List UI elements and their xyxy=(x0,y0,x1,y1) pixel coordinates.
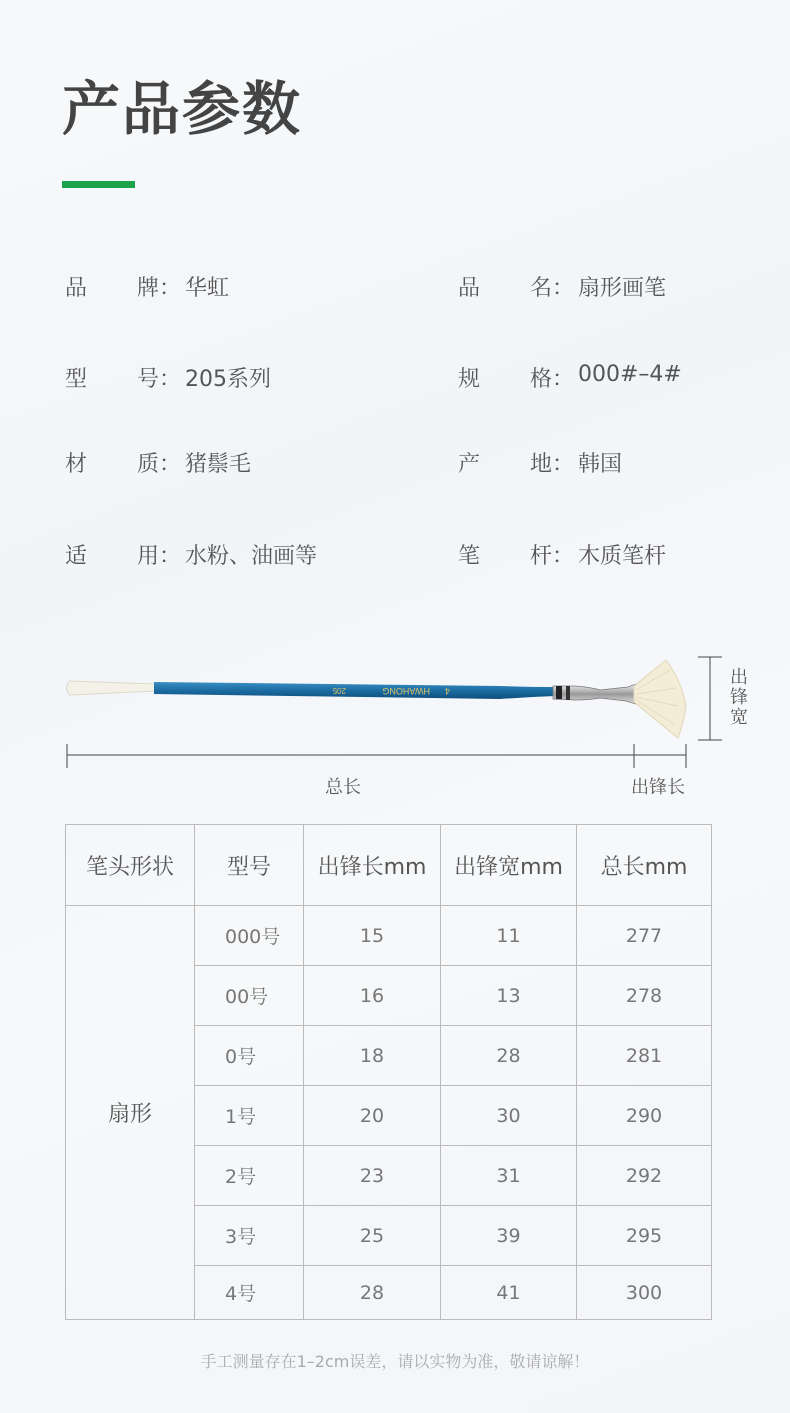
brush-handle xyxy=(154,682,555,699)
ferrule-band xyxy=(566,686,570,700)
spec-value: 华虹 xyxy=(185,276,230,301)
spec-key: 笔 xyxy=(458,544,481,569)
spec-key: 号： xyxy=(137,367,182,392)
spec-value: 猪鬃毛 xyxy=(185,452,252,477)
spec-value: 木质笔杆 xyxy=(578,544,667,569)
tip-width-cell: 11 xyxy=(441,906,577,966)
tip-length-cell: 15 xyxy=(304,906,441,966)
total-length-cell: 277 xyxy=(577,906,712,966)
spec-value: 000#–4# xyxy=(578,362,682,387)
total-length-cell: 290 xyxy=(577,1086,712,1146)
model-cell: 00号 xyxy=(195,966,304,1026)
tip-length-cell: 25 xyxy=(304,1206,441,1266)
spec-key: 材 xyxy=(65,452,88,477)
tip-width-label: 出锋宽 xyxy=(730,667,748,728)
total-length-cell: 278 xyxy=(577,966,712,1026)
total-length-cell: 300 xyxy=(577,1266,712,1320)
model-cell: 1号 xyxy=(195,1086,304,1146)
total-length-label: 总长 xyxy=(325,777,361,798)
model-cell: 000号 xyxy=(195,906,304,966)
tip-length-cell: 16 xyxy=(304,966,441,1026)
page-title: 产品参数 xyxy=(62,75,303,143)
model-cell: 0号 xyxy=(195,1026,304,1086)
tip-width-cell: 31 xyxy=(441,1146,577,1206)
spec-value: 扇形画笔 xyxy=(578,276,667,301)
model-cell: 4号 xyxy=(195,1266,304,1320)
spec-value: 水粉、油画等 xyxy=(185,544,318,569)
column-header: 笔头形状 xyxy=(66,825,195,906)
table-header-row xyxy=(66,825,712,906)
tip-length-label: 出锋长 xyxy=(631,777,685,798)
spec-key: 品 xyxy=(458,276,481,301)
spec-key: 名： xyxy=(530,276,575,301)
handle-end-cap xyxy=(67,681,157,695)
column-header: 型号 xyxy=(195,825,304,906)
handle-number-text: 4 xyxy=(444,686,450,696)
spec-key: 规 xyxy=(458,367,481,392)
column-header: 总长mm xyxy=(577,825,712,906)
tip-width-cell: 28 xyxy=(441,1026,577,1086)
spec-key: 质： xyxy=(137,452,182,477)
fan-bristles xyxy=(634,660,686,738)
spec-key: 适 xyxy=(65,544,88,569)
spec-list xyxy=(0,0,790,600)
spec-key: 用： xyxy=(137,544,182,569)
size-table xyxy=(65,824,712,1320)
measurement-disclaimer: 手工测量存在1–2cm误差，请以实物为准，敬请谅解！ xyxy=(200,1352,590,1371)
brush-ferrule xyxy=(553,684,636,704)
spec-value: 205系列 xyxy=(185,367,271,392)
spec-value: 韩国 xyxy=(578,452,623,477)
spec-key: 型 xyxy=(65,367,88,392)
spec-key: 格： xyxy=(530,367,575,392)
model-cell: 2号 xyxy=(195,1146,304,1206)
column-header: 出锋宽mm xyxy=(441,825,577,906)
column-header: 出锋长mm xyxy=(304,825,441,906)
spec-key: 杆： xyxy=(530,544,575,569)
handle-brand-text: HWAHONG xyxy=(382,686,430,696)
shape-cell: 扇形 xyxy=(66,906,195,1320)
tip-length-cell: 18 xyxy=(304,1026,441,1086)
table-row xyxy=(66,906,712,966)
tip-width-cell: 13 xyxy=(441,966,577,1026)
total-length-cell: 295 xyxy=(577,1206,712,1266)
handle-series-text: 205 xyxy=(332,686,346,695)
tip-width-cell: 30 xyxy=(441,1086,577,1146)
spec-key: 地： xyxy=(530,452,575,477)
tip-width-cell: 39 xyxy=(441,1206,577,1266)
spec-key: 产 xyxy=(458,452,481,477)
tip-length-cell: 23 xyxy=(304,1146,441,1206)
tip-length-cell: 28 xyxy=(304,1266,441,1320)
model-cell: 3号 xyxy=(195,1206,304,1266)
tip-width-cell: 41 xyxy=(441,1266,577,1320)
tip-length-cell: 20 xyxy=(304,1086,441,1146)
spec-key: 品 xyxy=(65,276,88,301)
ferrule-band xyxy=(556,686,562,699)
spec-key: 牌： xyxy=(137,276,182,301)
total-length-cell: 292 xyxy=(577,1146,712,1206)
total-length-cell: 281 xyxy=(577,1026,712,1086)
